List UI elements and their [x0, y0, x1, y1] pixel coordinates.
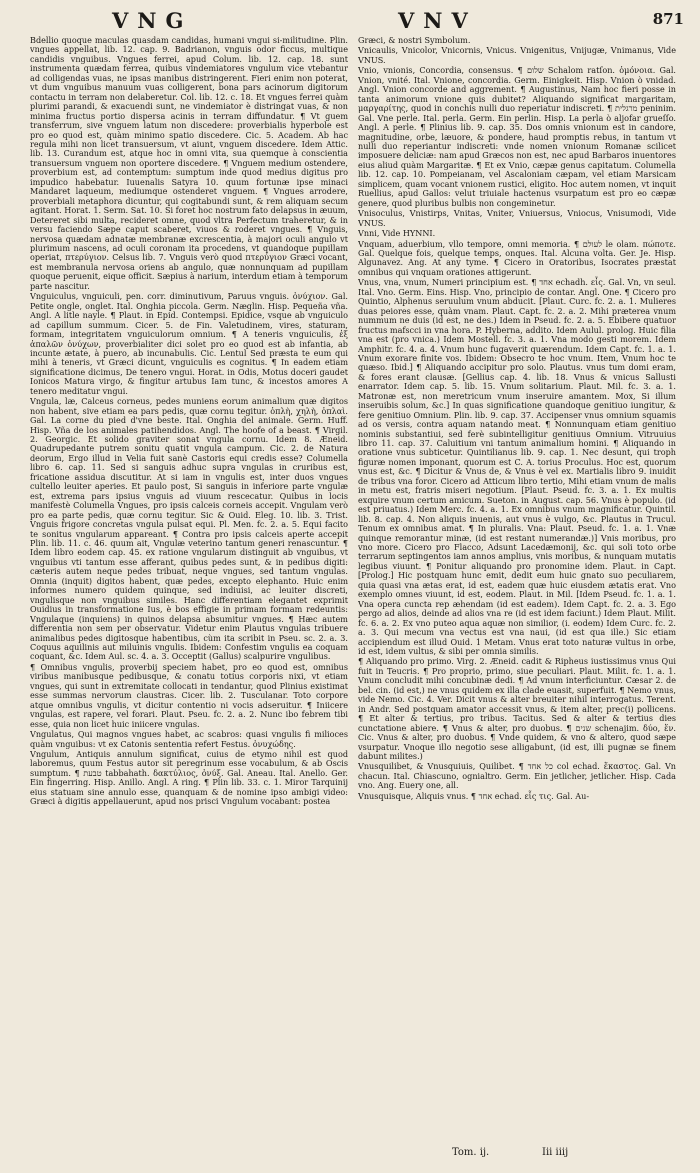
left-column [30, 36, 348, 1136]
entry-paragraph: Vnus, vna, vnum, Numeri principium est. ¶ אחד echadh. εἷς. Gal. Vn, vn seul. Ital. Vno. Germ. Eins. Hisp. Vno, principio de contar. Angl. One. ¶ Cicero pro Quintio, Alphenus seruulum vnum abducit. [Plaut. Curc. fc. 2. a. 1. Mulieres duas peiores esse, quàm vnam. Plaut. Capt. fc. 2. a. 2. Mihi præterea vnum nummum ne duis (id est, ne des.) Idem in Pseud. fc. 2. a. 5. Ebibere quatuor fructus mafscci in vna hora. P. Hyberna, addito. Idem Aulul. prolog. Huic filia vna est (pro vnica.) Idem Mostell. fc. 3. a. 1. Vna modo gesti morem. Idem Amphitr. fc. 4. a. 4. Vnum hunc fugaverit quærendum. Idem Capt. fc. 1. a. 1. Vnum exorare finite vos. Ibidem: Obsecro te hoc vnum. Item, Vnum hoc te quæso. Ibid.] ¶ Aliquando accipitur pro solo. Plautus. vnus tum domi eram, & fores erant clausæ. [Gellius cap. 4. lib. 18. Vnus & vnicus Sallusti enarrator. Idem cap. 5. lib. 15. Vnum solitarium. Plaut. Mil. fc. 3. a. 1. Matronæ est, non meretricum vnum inseruire amantem. Mox, Si illum inseruibis solum, &c.] In quas significatione quandoque genitiuo iungitur, & fere genitiuo Omnium. Plin. lib. 9. cap. 37. Accipenser vnus omnium squamis ad os versis, contra aquam natando meat. ¶ Nonnunquam etiam genitiuo nominis substantiui, sed ferè subintelligitur genitiuus Omnium. Vitruuius libro 11. cap. 37. Caluitium vni tantum animalium homini. ¶ Aliquando in oratione vnus subticetur. Quintilianus lib. 9. cap. 1. Nec desunt, qui troph figuræ nomen imponant, quorum est C. A. torius Proculus. Hoc est, quorum vnus est, &c. ¶ Dicitur & Vnus de, & Vnus è vel ex. Martialis libro 9. inuidit de tribus vna foror. Cicero ad Atticum libro tertio, Mihi etiam vnum de malis in metu est, fratris miseri negotium. [Plaut. Pseud. fc. 3. a. 1. Ex multis exquire vnum certum amicum. Sueton. in August. cap. 56. Vnus è populo. (id est priuatus.) Idem Merc. fc. 4. a. 1. Ex omnibus vnum magnificatur. Quintil. lib. 8. cap. 4. Non aliquis inuenis, aut vnus è vulgo, &c. Plautus in Trucul. Tenum ex omnibus amat. ¶ In pluralis. Vna: Plaut. Pseud. fc. 1. a. 1. Vnæ quinque remorantur minæ, (id est restant numerandæ.)] Vnis moribus, pro vno more. Cicero pro Flacco, Adsunt Lacedæmonij, &c. qui soli toto orbe terrarum septingentos iam annos amplius, vnis moribus, & nunquam mutatis legibus viuunt. ¶ Ponitur aliquando pro pronomine idem. Plaut. in Capt. [Prolog.] Hic postquam hunc emit, dedit eum huic gnato suo peculiarem, quia quasi vna ætas erat, id est, eadem quæ huic eiusdem ætatis erat. Vno exemplo omnes viuunt, id est, eodem. Plaut. in Mil. [Idem Pseud. fc. 1. a. 1. Vna opera cuncta rep æhendam (id est eadem). Idem Capt. fc. 2. a. 3. Ego pergo ad alios, deinde ad alios vna re (id est idem faciunt.) Idem Plaut. Milit. fc. 6. a. 2. Ex vno puteo aqua aquæ non similior, (i. eodem) Idem Curc. fc. 2. a. 3. Qui mecum vna vectus est vna naui, (id est qua ille.) Sic etiam accipiendum est illud Ouid. 1 Metam. Vnus erat toto naturæ vultus in orbe, id est, idem vultus, & sibi per omnia similis. [358, 277, 676, 656]
entry-paragraph: Vnicaulis, Vnicolor, Vnicornis, Vnicus. Vnigenitus, Vnijugæ, Vnimanus, Vide VNUS. [358, 45, 676, 65]
entry-paragraph: Vnquam, aduerbium, vllo tempore, omni memoria. ¶ לעולם le olam. πώποτε. Gal. Quelque fois, quelque temps, onques. Ital. Alcuna volta. Ger. Je. Hisp. Algunavez. Ang. At any tyme. ¶ Cicero in Oratoribus, Isocrates præstat omnibus qui vnquam orationes attigerunt. [358, 238, 676, 277]
right-column [358, 36, 676, 1136]
running-head-right: VNV [398, 8, 477, 33]
running-head-left: VNG [112, 8, 193, 33]
entry-paragraph: Græci, & nostri Symbolum. [358, 36, 471, 45]
entry-paragraph: ¶ Omnibus vngulis, proverbij speciem habet, pro eo quod est, omnibus viribus manibusque pedibusque, & conatu totius corporis nixi, vt etiam vngues, qui sunt in extremitate collocati in tendantur, quod Plinius existimat esse summas nervorum claustras. Cicer. lib. 2. Tusculanar. Toto corpore atque omnibus vngulis, vt dicitur contentio ni vocis adseruitur. ¶ Iniicere vngulas, est rapere, vel forari. Plaut. Pseu. fc. 2. a. 2. Nunc ibo febrem tibi esse, quia non licet huic iniicere vngulas. [30, 661, 348, 729]
entry-paragraph: Vngulum, Antiquis annulum significat, cuius de etymo nihil est quod laboremus, quum Festus autor sit peregrinum esse vocabulum, & ab Oscis sumptum. ¶ טבעת tabbahath. δακτύλιος, ὀνύξ. Gal. Aneau. Ital. Anello. Ger. Ein fingerring. Hisp. Anillo. Angl. A ring. ¶ Plin lib. 33. c. 1. Miror Tarquinij eius statuam sine annulo esse, quanquam & de nomine ipso ambigi video: Græci à digitis appellauerunt, apud nos prisci Vngulum vocabant: postea [30, 748, 348, 807]
entry-paragraph: ¶ Aliquando pro primo. Virg. 2. Æneid. cadit & Ripheus iustissimus vnus Qui fuit in Teucris. ¶ Pro proprio, primo, siue peculiari. Plaut. Milit. fc. 1. a. 1. Vnum concludit mihi concubinæ dedi. ¶ Ad vnum interficiuntur. Cæsar 2. de bel. cin. (id est,) ne vnus quidem ex illa clade euasit, superfuit. ¶ Nemo vnus, vide Nemo. Cic. 4. Ver. Dicit vnus & alter breuiter nihil interrogatus. Terent. in Andr. Sed postquam amator accessit vnus, & item alter, prec(i) pollicens. ¶ Et alter & tertius, pro tribus. Tacitus. Sed & alter & tertius dies cunctatione abiere. ¶ Vnus & alter, pro duobus. ¶ שנים schenajim. δύο, ἕν. Cic. Vnus & alter, pro duobus. ¶ Vnde quidem, & vno & altero, quod sæpe vsurpatur. Vnoque illo negotio sese alligabunt, (id est, illi pugnæ se finem dabunt milites.) [358, 656, 676, 761]
entry-paragraph: Bdellio quoque maculas quasdam candidas, humani vngui si-militudine. Plin. vngues appellat, lib. 12. cap. 9. Badrianon, vnguis odor ficcus, multique candidis vnguibus. Vngues ferrei, apud Colum. lib. 12. cap. 18. sunt instrumenta quædam ferrea, quibus vindemiatores vngulum vice vtebantur ad colligendas vuas, ne ipsas manibus distringerent. Fieri enim non poterat, vt dum vnguibus manuum vuas colligerent, bona pars acinorum digitorum contactu in terram non delaberetur. Col. lib. 12. c. 18. Et vngues ferrei quàm plurimi parandi, & exacuendi sunt, ne vindemiator è distringat vuas, & non minima fructus portio dispersa acinis in terram diffundatur. ¶ Vt guem transferrum, sive vnguem latum non discedere: proverbialis hyperbole est pro eo quod est, quàm minimo spatio discedere. Cic. 5. Academ. Ab hac regula mihi non licet transuersum, vt aiunt, vnguem discedere. Idem Attic. lib. 13. Curandum est, atque hoc in omni vita, sua quemque à conscientia transuersum vnguem non oportere discedere. ¶ Vnguem medium ostendere, proverbium est, ad contemptum: sumptum inde quod medius digitus pro impudico habebatur. Iuuenalis Satyra 10. quum fortunæ ipse minaci Mandaret laqueum, mediumque ostenderet vnguem. ¶ Vngues arrodere, proverbiali metaphora dicuntur, qui cogitabundi sunt, & rem aliquam secum agitant. Horat. 1. Serm. Sat. 10. Si foret hoc nostrum fato delapsus in æuum, Detereret sibi multa, recideret omne, quod vltra Perfectum traheretur, & in versu faciendo Sæpe caput scaberet, viuos & roderet vngues. ¶ Vnguis, nervosa quædam adnatæ membranæ excrescentia, à majori oculi angulo vt plurimum nascens, ad oculi coronam ita procedens, vt quandoque pupillam operiat, πτερύγιον. Celsus lib. 7. Vnguis verò quod πτερύγιον Græci vocant, est membranula nervosa oriens ab angulo, quæ nonnunquam ad pupillam quoque peruenit, eique officit. Sæpius à narium, interdum etiam à temporum parte nascitur. [30, 36, 348, 291]
entry-paragraph: Vnusquisque, Aliquis vnus. ¶ אחד echad. εἷς τις. Gal. Au- [358, 790, 590, 801]
entry-paragraph: Vnio, vnionis, Concordia, consensus. ¶ שלום Schalom ratſon. ὁμόνοια. Gal. Vnion, vnité. Ital. Vnione, concordia. Germ. Einigkeit. Hisp. Vnion ò vnidad. Angl. Vnion concorde and aggrement. ¶ Augustinus, Nam hoc fieri posse in tanta animorum vnione quis dubitet? Aliquando significat margaritam, μαργαρίτης, quod in conchis nulli duo reperiatur indiscreti. ¶ מרגלית peninim. Gal. Vne perle. Ital. perla. Germ. Ein perlin. Hisp. La perla ò aljofar grueſſo. Angl. A perle. ¶ Plinius lib. 9. cap. 35. Dos omnis vnionum est in candore, magnitudine, orbe, læuore, & pondere, haud promptis rebus, in tantum vt nulli duo reperiantur indiscreti: vnde nomen vnionum Romanæ scilicet imposuere deliciæ: nam apud Græcos non est, nec apud Barbaros inuentores eius aliud quàm Margaritæ. ¶ Et ex Vnio, cæpæ genus capitatum. Columella lib. 12. cap. 10. Pompeianam, vel Ascaloniam cæpam, vel etiam Marsicam simplicem, quam vocant vnionem rustici, eligito. Hoc autem nomen, vt inquit Ruellius, apud Gallos: velut triuiale hactenus vsurpatum est pro eo cæpæ genere, quod pluribus bulbis non congeminetur. [358, 65, 676, 208]
entry-paragraph: Vnguiculus, vnguiculi, pen. corr. diminutivum, Paruus vnguis. ὀνύχιον. Gal. Petite ongle, onglet. Ital. Onghia piccola. Germ. Næglin. Hisp. Pequeña vña. Angl. A litle nayle. ¶ Plaut. in Epid. Contempsi. Epidice, vsque ab vnguiculo ad capillum summum. Cicer. 5. de Fin. Valetudinem, vires, staturam, formam, integritatem vnguiculorum omnium. ¶ A teneris vnguiculis, ἐξ ἁπαλῶν ὀνύχων, proverbialiter dici solet pro eo quod est ab infantia, ab incunte ætate, à puero, ab incunabulis. Cic. Lentul Sed præsta te eum qui mihi à teneris, vt Græci dicunt, vnguiculis es cognitus. ¶ In eadem etiam significatione dicimus, De tenero vngui. Horat. in Odis, Motus doceri gaudet Ionicos Matura virgo, & fingitur artubus Iam tunc, & incestos amores A tenero meditatur vngui. [30, 291, 348, 396]
volume-mark: Tom. ij. [452, 1147, 490, 1158]
entry-paragraph: Vnisoculus, Vnistirps, Vnitas, Vniter, Vniuersus, Vniocus, Vnisumodi, Vide VNUS. [358, 208, 676, 228]
page-number: 871 [652, 10, 684, 28]
entry-paragraph: Vngulatus, Qui magnos vngues habet, ac scabros: quasi vngulis fi milioces quàm vnguibus: vt ex Catonis sententia refert Festus. ὀνυχώδης. [30, 729, 348, 749]
signature-mark: Iii iiij [542, 1147, 569, 1158]
entry-paragraph: Vngula, læ, Calceus corneus, pedes muniens eorum animalium quæ digitos non habent, sive etiam ea pars pedis, quæ cornu tegitur. ὁπλὴ, χηλὴ, ὁπλαὶ. Gal. La corne du pied d'vne beste. Ital. Onghia del animale. Germ. Huff. Hisp. Vña de los animales patihendidos. Angl. The hoofe of a beast. ¶ Virgil. 2. Georgic. Et solido graviter sonat vngula cornu. Idem 8. Æneid. Quadrupedante putrem sonitu quatit vngula campum. Cic. 2. de Natura deorum, Ergo illud in Velia fuit sanè Castoris equi credis esse? Columella libro 6. cap. 11. Sed si sanguis adhuc supra vngulas in cruribus est, fricatione assidua discutitur. At si iam in vngulis est, inter duos vngues cultello leuiter aperies. Et paulo post, Si sanguis in inferiore parte vngulæ est, extrema pars ipsius vnguis ad viuum rescecatur. Quibus in locis manifestè Columella Vngues, pro ipsis calceis corneis accepit. Vngulam verò pro ea parte pedis, quæ cornu tegitur. Sic & Ouid. Eleg. 10. lib. 3. Trist. Vnguis frigore concretas vngula pulsat equi. Pl. Men. fc. 2. a. 5. Equi facito te sonitus vngularum appareant. ¶ Contra pro ipsis calceis aperte accepit Plin. lib. 11. c. 46. quum ait, Vngulæ veterino tantum generi renascuntur. ¶ Idem libro eodem cap. 45. ex ratione vngularum distinguit ab vnguibus, vt vnguibus vti tantum esse afferant, quibus pedes sunt, & in pedibus digiti: cæteris autem neque pedes tribuat, neque vngues, sed tantum vngulas. Omnia (inquit) digitos habent, quæ pedes, excepto elephanto. Huic enim informes numero quidem quinque, sed indiuisi, ac leuiter discreti, vngulisque non vnguibus similes. Hanc differentiam elegantet exprimit Ouidius in transformatione Ius, è bos effigie in primam formam redeuntis: Vngulaque (inquiens) in quinos delapsa absumitur vngues. ¶ Hæc autem differentia non sem per observatur. Videtur enim Plautus vngulas tribuere animalibus pedes digitosque habentibus, cùm ita scribit in Pseu. sc. 2. a. 3. Coquus aquilinis aut miluinis vngulis. Ibidem: Confestim vngulis ea coquam coquant, &c. Idem Aul. sc. 4. a. 3. Occeptit (Gallus) scalpurire vngulibus. [30, 396, 348, 662]
entry-paragraph: Vnni, Vide HYNNI. [358, 228, 436, 239]
entry-paragraph: Vnusquilibet, & Vnusquiuis, Quilibet. ¶ כל אחד col echad. ἕκαστος. Gal. Vn chacun. Ital. Chiascuno, ognialtro. Germ. Ein jetlicher, jetlicher. Hisp. Cada vno. Ang. Euery one, all. [358, 761, 676, 791]
